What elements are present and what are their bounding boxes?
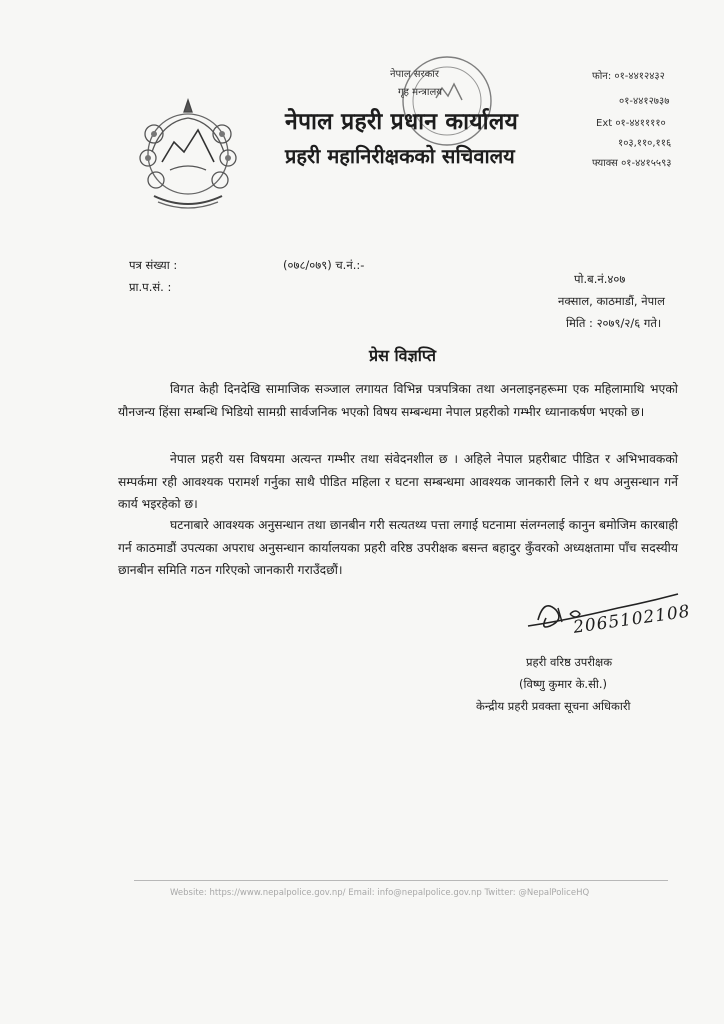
reference-number-label: प्रा.प.सं. : — [129, 280, 172, 294]
paragraph-text: घटनाबारे आवश्यक अनुसन्धान तथा छानबीन गरी सत्यतथ्य पत्ता लगाई घटनामा संलग्नलाई कानुन बमोजिम कारबाही गर्न काठमाडौं उपत्यका अपराध अनुसन्धान कार्यालयका प्रहरी वरिष्ठ उपरीक्षक बसन्त बहादुर कुँवरको अध्यक्षतामा पाँच सदस्यीय छानबीन समिति गठन गरिएको जानकारी गराउँदछौं। — [118, 518, 678, 577]
press-release-heading: प्रेस विज्ञप्ति — [369, 346, 436, 365]
body-paragraph — [118, 448, 678, 516]
letter-number-label: पत्र संख्या : — [129, 258, 178, 272]
contact-phone-2: ०१-४४१२७३७ — [619, 96, 670, 107]
dispatch-number: (०७८/०७९) च.नं.:- — [283, 258, 365, 272]
footer-website: Website: https://www.nepalpolice.gov.np/ Email: info@nepalpolice.gov.np Twitter: @NepalPoliceHQ — [170, 888, 590, 898]
office-subtitle: प्रहरी महानिरीक्षकको सचिवालय — [285, 144, 515, 168]
contact-phone: फोन: ०१-४४१२४३२ — [592, 71, 665, 82]
paragraph-text: विगत केही दिनदेखि सामाजिक सञ्जाल लगायत विभिन्न पत्रपत्रिका तथा अनलाइनहरूमा एक महिलामाथि भएको यौनजन्य हिंसा सम्बन्धि भिडियो सामग्री सार्वजनिक भएको विषय सम्बन्धमा नेपाल प्रहरीको गम्भीर ध्यानाकर्षण भएको छ। — [118, 382, 678, 419]
body-paragraph — [118, 378, 678, 423]
office-title: नेपाल प्रहरी प्रधान कार्यालय — [285, 109, 519, 135]
letter-date: मिति : २०७९/२/६ गते। — [566, 316, 662, 330]
contact-fax: फ्याक्स ०१-४४१५५९३ — [592, 158, 672, 169]
body-paragraph — [118, 514, 678, 582]
signature-number: 2065102108 — [572, 601, 692, 638]
contact-extra: १०३,११०,११६ — [618, 138, 672, 149]
paragraph-text: नेपाल प्रहरी यस विषयमा अत्यन्त गम्भीर तथा संवेदनशील छ । अहिले नेपाल प्रहरीबाट पीडित र अभिभावकको सम्पर्कमा रही आवश्यक परामर्श गर्नुका साथै पीडित महिला र घटना सम्बन्धमा आवश्यक जानकारी लिने र थप अनुसन्धान गर्ने कार्य भइरहेको छ। — [118, 452, 678, 511]
nepal-emblem-icon — [132, 92, 244, 220]
contact-ext: Ext ०१-४४११११० — [596, 118, 666, 129]
signatory-position: केन्द्रीय प्रहरी प्रवक्ता सूचना अधिकारी — [476, 699, 631, 713]
stamp-line-government: नेपाल सरकार — [390, 69, 439, 80]
signatory-name: (विष्णु कुमार के.सी.) — [519, 677, 607, 691]
office-address: नक्साल, काठमाडौं, नेपाल — [558, 294, 665, 308]
stamp-line-ministry: गृह मन्त्रालय — [398, 87, 443, 98]
po-box: पो.ब.नं.४०७ — [574, 272, 626, 286]
signatory-rank: प्रहरी वरिष्ठ उपरीक्षक — [526, 655, 613, 669]
footer-divider — [134, 880, 668, 881]
